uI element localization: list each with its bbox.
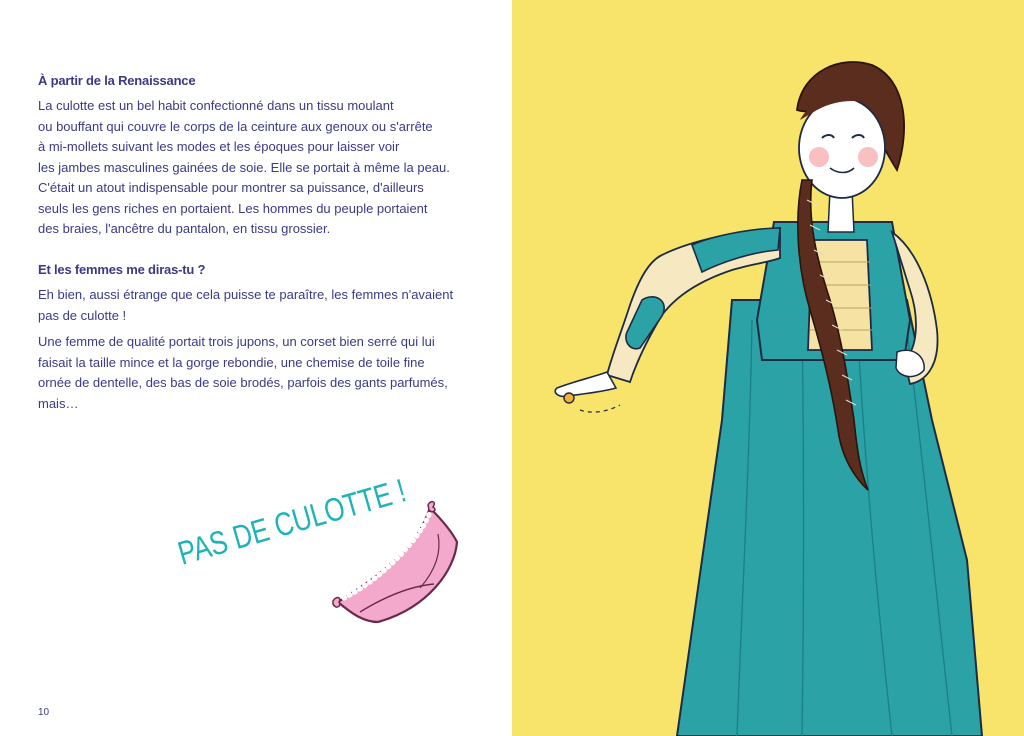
text-line: La culotte est un bel habit confectionné dans un tissu moulant: [38, 98, 394, 113]
text-line: ornée de dentelle, des bas de soie brodés, parfois des gants parfumés,: [38, 375, 448, 390]
extended-hand: [555, 372, 616, 396]
panties-icon: [330, 500, 460, 630]
paragraph-renaissance: [38, 96, 450, 240]
ring-icon: [564, 393, 574, 403]
text-line: Une femme de qualité portait trois jupons, un corset bien serré qui lui: [38, 334, 435, 349]
slogan-text: PAS DE CULOTTE !: [173, 453, 473, 572]
text-line: des braies, l'ancêtre du pantalon, en tissu grossier.: [38, 221, 331, 236]
text-line: pas de culotte !: [38, 307, 127, 323]
text-line: mais…: [38, 395, 79, 411]
text-line: faisait la taille mince et la gorge rebondie, une chemise de toile fine: [38, 354, 425, 370]
renaissance-lady-illustration: [512, 0, 1024, 736]
text-line: à mi-mollets suivant les modes et les époques pour laisser voir: [38, 139, 400, 154]
text-line: C'était un atout indispensable pour montrer sa puissance, d'ailleurs: [38, 180, 424, 195]
text-line: ou bouffant qui couvre le corps de la ceinture aux genoux ou s'arrête: [38, 118, 433, 134]
page-number: 10: [38, 707, 50, 718]
text-line: les jambes masculines gainées de soie. Elle se portait à même la peau.: [38, 159, 450, 175]
paragraph-femme-de-qualite: [38, 332, 448, 414]
section-heading-renaissance: À partir de la Renaissance: [38, 73, 196, 88]
right-page-illustration: [512, 0, 1024, 736]
paragraph-femmes: [38, 285, 453, 326]
text-line: seuls les gens riches en portaient. Les hommes du peuple portaient: [38, 200, 428, 216]
section-heading-femmes: Et les femmes me diras-tu ?: [38, 262, 206, 277]
text-line: Eh bien, aussi étrange que cela puisse te paraître, les femmes n'avaient: [38, 287, 454, 302]
